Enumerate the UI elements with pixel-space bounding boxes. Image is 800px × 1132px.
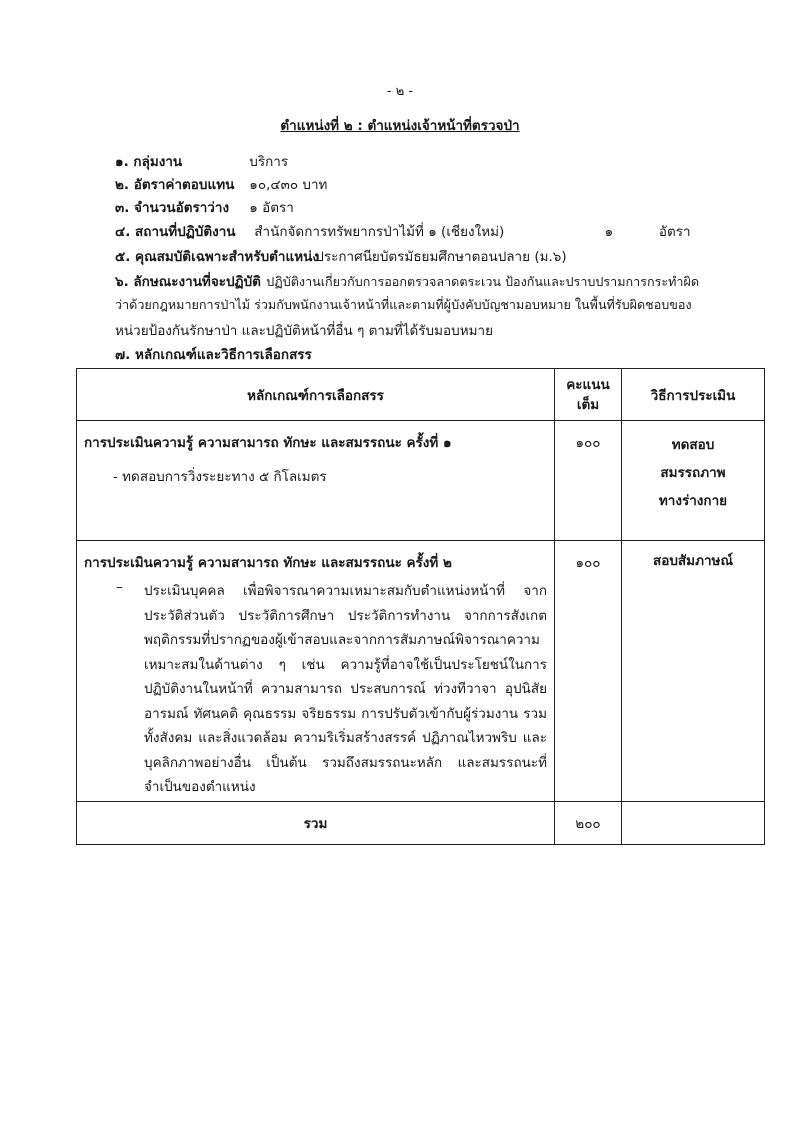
salary-line — [115, 173, 327, 195]
table-header-row — [77, 369, 765, 421]
row1-criteria — [77, 421, 555, 541]
workplace-value: สำนักจัดการทรัพยากรป่าไม้ที่ ๑ (เชียงใหม่) — [254, 224, 505, 240]
workplace-count: ๑ — [604, 224, 614, 240]
header-score — [555, 369, 622, 421]
salary-value: ๑๐,๔๓๐ บาท — [249, 177, 328, 193]
row1-score: ๑๐๐ — [555, 421, 622, 541]
total-label: รวม — [77, 801, 555, 844]
row2-method: สอบสัมภาษณ์ — [622, 541, 765, 802]
row2-detail-block — [78, 579, 553, 800]
duties-text-2: ว่าด้วยกฎหมายการป่าไม้ ร่วมกับพนักงานเจ้าหน้าที่และตามที่ผู้บังคับบัญชามอบหมาย ในพื้นที่รับผิดชอบของ — [115, 297, 692, 312]
duties-label: ๖. ลักษณะงานที่จะปฏิบัติ — [115, 274, 261, 290]
vacancies-line — [115, 196, 294, 218]
header-score-line1: คะแนน — [566, 376, 610, 393]
row2-score: ๑๐๐ — [555, 541, 622, 802]
criteria-heading — [115, 343, 312, 365]
table-total-row — [77, 801, 765, 844]
salary-label: ๒. อัตราค่าตอบแทน — [115, 177, 235, 193]
group-label: ๑. กลุ่มงาน — [115, 154, 183, 170]
criteria-heading-label: ๗. หลักเกณฑ์และวิธีการเลือกสรร — [115, 347, 312, 363]
qualification-line — [115, 245, 567, 267]
position-title: ตำแหน่งที่ ๒ : ตำแหน่งเจ้าหน้าที่ตรวจป่า — [280, 118, 520, 134]
workplace-line — [115, 220, 691, 242]
total-score: ๒๐๐ — [555, 801, 622, 844]
qualification-label: ๕. คุณสมบัติเฉพาะสำหรับตำแหน่ง — [115, 249, 319, 265]
total-method-empty — [622, 801, 765, 844]
workplace-label: ๔. สถานที่ปฏิบัติงาน — [115, 224, 236, 240]
row2-detail: ประเมินบุคคล เพื่อพิจารณาความเหมาะสมกับตำแหน่งหน้าที่ จากประวัติส่วนตัว ประวัติการศึกษา ประวัติการทำงาน จากการสังเกตพฤติกรรมที่ปรากฏของผู้เข้าสอบและจากการสัมภาษณ์พิจารณาความเหมาะสมในด้านต่าง ๆ เช่น ความรู้ที่อาจใช้เป็นประโยชน์ในการปฏิบัติงานในหน้าที่ ความสามารถ ประสบการณ์ ท่วงทีวาจา อุปนิสัย อารมณ์ ทัศนคติ คุณธรรม จริยธรรม การปรับตัวเข้ากับผู้ร่วมงาน รวมทั้งสังคม และสิ่งแวดล้อม ความริเริ่มสร้างสรรค์ ปฏิภาณไหวพริบ และบุคลิกภาพอย่างอื่น เป็นต้น รวมถึงสมรรถนะหลัก และสมรรถนะที่จำเป็นของตำแหน่ง — [144, 583, 547, 795]
group-value: บริการ — [249, 154, 289, 170]
row1-method-line1: ทดสอบ — [671, 437, 715, 453]
row1-method — [622, 421, 765, 541]
criteria-table — [76, 368, 765, 845]
row2-dash: – — [116, 579, 123, 595]
table-row — [77, 541, 765, 802]
vacancies-value: ๑ อัตรา — [249, 200, 294, 216]
group-line — [115, 150, 288, 172]
duties-line — [115, 270, 699, 292]
vacancies-label: ๓. จำนวนอัตราว่าง — [115, 200, 230, 216]
workplace-unit: อัตรา — [658, 224, 691, 240]
duties-text-1: ปฏิบัติงานเกี่ยวกับการออกตรวจลาดตระเวน ป้องกันและปราบปรามการกระทำผิด — [266, 274, 700, 289]
header-method: วิธีการประเมิน — [622, 369, 765, 421]
header-criteria: หลักเกณฑ์การเลือกสรร — [77, 369, 555, 421]
duties-text-3: หน่วยป้องกันรักษาป่า และปฏิบัติหน้าที่อื่น ๆ ตามที่ได้รับมอบหมาย — [115, 323, 493, 339]
row2-title: การประเมินความรู้ ความสามารถ ทักษะ และสมรรถนะ ครั้งที่ ๒ — [84, 555, 452, 571]
row1-method-line3: ทางร่างกาย — [658, 493, 728, 509]
table-row — [77, 421, 765, 541]
row1-detail: - ทดสอบการวิ่งระยะทาง ๕ กิโลเมตร — [113, 469, 327, 485]
qualification-value: ประกาศนียบัตรมัธยมศึกษาตอนปลาย (ม.๖) — [315, 249, 567, 265]
row2-criteria — [77, 541, 555, 802]
row1-method-line2: สมรรถภาพ — [660, 465, 726, 481]
page-number: - ๒ - — [386, 84, 414, 99]
header-score-line2: เต็ม — [576, 396, 600, 413]
row1-title: การประเมินความรู้ ความสามารถ ทักษะ และสมรรถนะ ครั้งที่ ๑ — [84, 435, 452, 451]
